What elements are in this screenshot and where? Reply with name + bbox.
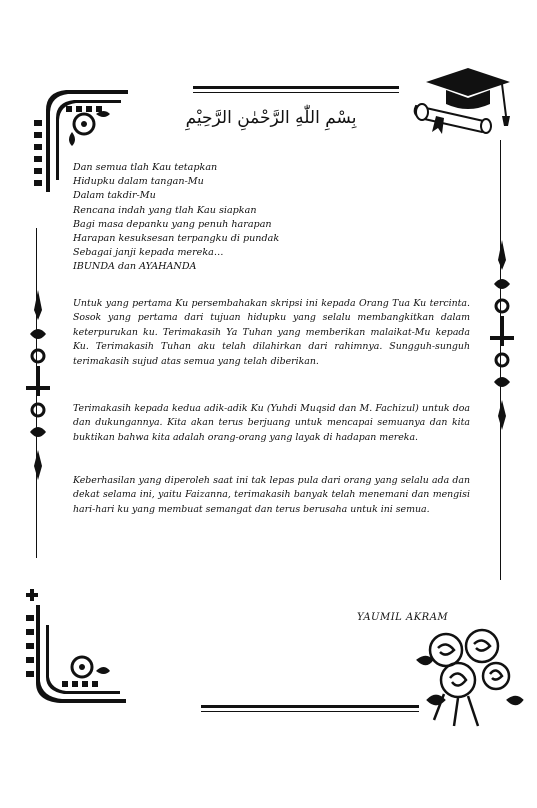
dedication-poem bbox=[73, 161, 313, 275]
poem-line: Rencana indah yang tlah Kau siapkan bbox=[73, 204, 257, 216]
side-flourish-icon bbox=[24, 290, 52, 480]
corner-ornament-icon bbox=[22, 585, 132, 715]
poem-line: Harapan kesuksesan terpangku di pundak bbox=[73, 233, 280, 245]
top-rule-thin bbox=[193, 92, 399, 93]
basmalah-heading: بِسْمِ اللّٰهِ الرَّحْمٰنِ الرَّحِيْمِ bbox=[185, 108, 357, 128]
paragraph-friend: Keberhasilan yang diperoleh saat ini tak lepas pula dari orang yang selalu ada dan dekat selama ini, yaitu Faizanna, terimakasih banyak telah menemani dan mengisi hari-hari ku yang membuat semangat dan terus berusaha untuk ini semua. bbox=[73, 475, 470, 515]
top-rule bbox=[193, 86, 399, 89]
roses-icon bbox=[398, 620, 528, 730]
poem-line: Bagi masa depanku yang penuh harapan bbox=[73, 218, 272, 230]
poem-line: Sebagai janji kepada mereka… bbox=[73, 247, 224, 259]
graduation-cap-icon bbox=[406, 60, 526, 140]
paragraph-parents: Untuk yang pertama Ku persembahakan skripsi ini kepada Orang Tua Ku tercinta. Sosok yang pertama dari tujuan hidupku yang selalu membangkitkan dalam keterpurukan ku. Terimakasih Ya Tuhan yang memberikan malaikat-Mu kepada Ku. Terimakasih Tuhan aku telah dilahirkan dari rahimnya. Sungguh-sunguh terimakasih sujud atas semua yang telah diberikan. bbox=[73, 298, 470, 367]
bottom-rule-thin bbox=[201, 711, 419, 712]
side-flourish-icon bbox=[488, 240, 516, 430]
poem-line: Dan semua tlah Kau tetapkan bbox=[73, 162, 218, 173]
poem-line: Hidupku dalam tangan-Mu bbox=[73, 176, 204, 188]
author-signature: YAUMIL AKRAM bbox=[357, 612, 449, 623]
paragraph-siblings: Terimakasih kepada kedua adik-adik Ku (Yuhdi Muqsid dan M. Fachizul) untuk doa dan dukungannya. Kita akan terus berjuang untuk mencapai semuanya dan kita buktikan bahwa kita adalah orang-orang yang layak di hadapan mereka. bbox=[73, 403, 470, 443]
bottom-rule bbox=[201, 705, 419, 708]
poem-line: Dalam takdir-Mu bbox=[73, 190, 156, 202]
poem-line: IBUNDA dan AYAHANDA bbox=[73, 261, 197, 273]
